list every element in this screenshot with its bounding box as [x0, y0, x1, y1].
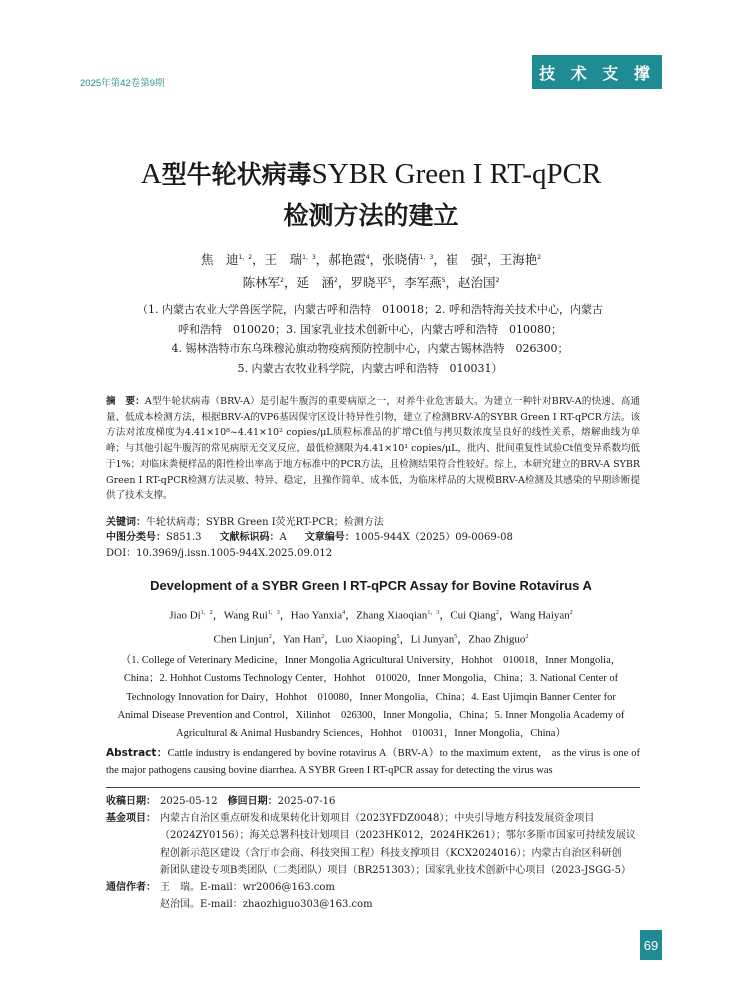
author-affiliation-mark: 2 [495, 277, 500, 284]
classification-line: 中图分类号：S851.3 文献标识码：A 文章编号：1005-944X（2025）09-0069-08 [106, 532, 513, 544]
author-name: Li Junyan [410, 633, 455, 646]
correspondence-text [160, 879, 640, 913]
author-name: Yan Han [282, 633, 322, 646]
author-affiliation-mark: 5 [387, 277, 392, 284]
affiliations-cn [110, 300, 630, 378]
author-affiliation-mark: 1，2 [238, 254, 253, 261]
article-title-line2: 检测方法的建立 [283, 201, 459, 230]
author-name: Hao Yanxia [290, 609, 343, 622]
author-name: Wang Rui [223, 609, 268, 622]
text-line: （1. College of Veterinary Medicine，Inner Mongolia Agricultural University，Hohhot 010018，Inner Mongolia， [120, 655, 622, 666]
author-name: 赵治国 [458, 275, 496, 291]
author-name: 延 涵 [296, 275, 334, 291]
author-affiliation-mark: 4 [365, 254, 370, 261]
text-line: 呼和浩特 010020；3. 国家乳业技术创新中心，内蒙古呼和浩特 010080； [178, 322, 562, 336]
text-line: 程创新示范区建设（含厅市会商、科技突围工程）科技支撑项目（KCX2024016）；内蒙古自治区科研创 [160, 847, 622, 859]
author-name: 陈林军 [242, 275, 281, 291]
author-affiliation-mark: 5 [454, 633, 458, 640]
author-name: 焦 迪 [200, 252, 239, 268]
author-affiliation-mark: 5 [441, 277, 446, 284]
author-affiliation-mark: 2 [280, 277, 284, 284]
author-name: 王 瑞 [264, 252, 303, 268]
authors-cn-line1: 焦 迪$^{1,2}$，王 瑞$^{1,3}$，郝艳霞$^4$，张晓倩$^{1,3}$，崔 强$^2$，王海艳$^2$ [200, 252, 542, 268]
text-line: 5. 内蒙古农牧业科学院，内蒙古呼和浩特 010031） [237, 361, 503, 375]
text-line: Agricultural & Animal Husbandry Sciences，Hohhot 010031，Inner Mongolia，China） [176, 728, 566, 740]
text-line: China；2. Hohhot Customs Technology Center，Hohhot 010020，Inner Mongolia，China；3. National Center of [123, 673, 619, 685]
fund-text [160, 810, 640, 879]
english-title: Development of a SYBR Green I RT-qPCR Assay for Bovine Rotavirus A [150, 578, 592, 593]
author-affiliation-mark: 1，3 [419, 254, 434, 261]
section-banner: 技 术 支 撑 [532, 55, 662, 89]
text-line: 4. 锡林浩特市东乌珠穆沁旗动物疫病预防控制中心，内蒙古锡林浩特 026300； [171, 342, 569, 355]
author-affiliation-mark: 2 [483, 254, 488, 261]
author-name: 郝艳霞 [328, 252, 366, 268]
author-name: Jiao Di [169, 609, 201, 622]
author-name: Luo Xiaoping [335, 633, 397, 646]
fund-row: 基金项目： 内蒙古自治区重点研发和成果转化计划项目（2023YFDZ0048）；中央引导地方科技发展资金项目 （2024ZY0156）；海关总署科技计划项目（2023HK012，2024HK261）；鄂尔多斯市国家可持续发展议 程创新示范区建设（含厅市会商、科技突围工程）科技支撑项目（KCX2024016）；内蒙古自治区科研创 新团队建设专项B类团队（二类团队）项目（BR251303）；国家乳业技术创新中心项目（2023-JSGG-5） [106, 810, 640, 879]
keywords: 关键词：牛轮状病毒；SYBR Green I荧光RT-PCR；检测方法 [106, 517, 384, 528]
author-affiliation-mark: 5 [396, 633, 400, 640]
abstract-en: Abstract：Cattle industry is endangered by bovine rotavirus A（BRV-A）to the maximum extent， as the virus is one of the major pathogens causing bovine diarrhea. A SYBR Green I RT-qPCR assay for detecting the virus was [106, 747, 640, 776]
footnote-divider [106, 787, 640, 788]
author-name: Zhang Xiaoqian [356, 609, 428, 622]
text-line: Animal Disease Prevention and Control，Xilinhot 026300，Inner Mongolia，China；5. Inner Mongolia Academy of [117, 709, 625, 721]
author-name: Zhao Zhiguo [468, 633, 526, 646]
authors-en [0, 603, 742, 650]
author-name: Chen Linjun [213, 633, 269, 646]
text-line: （2024ZY0156）；海关总署科技计划项目（2023HK012，2024HK261）；鄂尔多斯市国家可持续发展议 [160, 830, 636, 842]
author-affiliation-mark: 2 [537, 254, 542, 261]
author-name: 李军燕 [404, 275, 442, 291]
dates-row: 收稿日期： 2025-05-12 修回日期：2025-07-16 [106, 796, 336, 807]
author-affiliation-mark: 2 [321, 633, 325, 640]
author-affiliation-mark: 2 [525, 633, 529, 640]
author-affiliation-mark: 1，3 [267, 610, 280, 616]
author-name: 张晓倩 [382, 252, 420, 268]
author-affiliation-mark: 1，3 [302, 254, 316, 261]
author-name: 崔 强 [445, 252, 484, 268]
author-affiliation-mark: 2 [569, 610, 573, 616]
author-name: 罗晓平 [350, 275, 388, 291]
text-line: 赵治国。E-mail：zhaozhiguo303@163.com [160, 899, 373, 911]
author-affiliation-mark: 1，3 [427, 610, 440, 616]
author-name: Cui Qiang [450, 609, 496, 622]
text-line: 王 瑞。E-mail：wr2006@163.com [160, 882, 335, 894]
footnotes [106, 793, 640, 913]
text-line: （1. 内蒙古农业大学兽医学院，内蒙古呼和浩特 010018；2. 呼和浩特海关技术中心，内蒙古 [137, 303, 603, 316]
authors-en-line2: Chen Linjun$^2$，Yan Han$^2$，Luo Xiaoping$^5$，Li Junyan$^5$，Zhao Zhiguo$^2$ [213, 633, 529, 646]
author-affiliation-mark: 4 [342, 610, 346, 616]
text-line: 新团队建设专项B类团队（二类团队）项目（BR251303）；国家乳业技术创新中心项目（2023-JSGG-5） [160, 864, 631, 876]
page-number: 69 [640, 930, 662, 960]
author-name: 王海艳 [499, 252, 538, 268]
author-affiliation-mark: 1，2 [200, 610, 213, 616]
author-affiliation-mark: 2 [495, 610, 499, 616]
affiliations-en [100, 652, 642, 743]
text-line: 内蒙古自治区重点研发和成果转化计划项目（2023YFDZ0048）；中央引导地方科技发展资金项目 [160, 813, 595, 825]
article-meta [106, 515, 640, 561]
authors-cn-line2: 陈林军$^2$，延 涵$^2$，罗晓平$^5$，李军燕$^5$，赵治国$^2$ [242, 275, 500, 291]
abstract-cn: 摘 要：A型牛轮状病毒（BRV-A）是引起牛腹泻的重要病原之一，对养牛业危害最大。为建立一种针对BRV-A的快速、高通量、低成本检测方法，根据BRV-A的VP6基因保守区设计特异性引物，建立了检测BRV-A的SYBR Green I RT-qPCR方法。该方法对浓度梯度为4.41×10⁸~4.41×10² copies/μL质粒标准品的扩增Ct值与拷贝数浓度呈良好的线性关系，熔解曲线为单峰；与其他引起牛腹泻的常见病原无交叉反应，最低检测限为4.41×10¹ copies/μL，批内、批间重复性试验Ct值变异系数均低于1%；对临床粪便样品的阳性检出率高于地方标准中的PCR方法，且检测结果符合性较好。综上，本研究建立的BRV-A SYBR Green I RT-qPCR检测方法灵敏、特异、稳定，且操作简单、成本低，为临床样品的大规模BRV-A检测及其感染的早期诊断提供了技术支撑。 [106, 396, 640, 502]
doi: DOI：10.3969/j.issn.1005-944X.2025.09.012 [106, 547, 333, 559]
article-title: A型牛轮状病毒SYBR Green I RT-qPCR [140, 158, 602, 190]
issue-info: 2025年第42卷第9期 [80, 78, 165, 89]
author-affiliation-mark: 2 [333, 277, 338, 284]
authors-en-line1: Jiao $Di^{1,2}$，Wang Rui$^{1,3}$，Hao Yanxia$^4$，Zhang Xiaoqian$^{1,3}$，Cui Qiang$^2$，Wang Haiyan$^2$ [169, 609, 573, 622]
correspondence-row: 通信作者： 王 瑞。E-mail：wr2006@163.com 赵治国。E-mail：zhaozhiguo303@163.com [106, 879, 640, 913]
author-name: Wang Haiyan [509, 609, 570, 622]
text-line: Technology Innovation for Dairy，Hohhot 010080，Inner Mongolia，China；4. East Ujimqin Banner Center for [126, 691, 616, 703]
author-affiliation-mark: 2 [268, 633, 272, 640]
